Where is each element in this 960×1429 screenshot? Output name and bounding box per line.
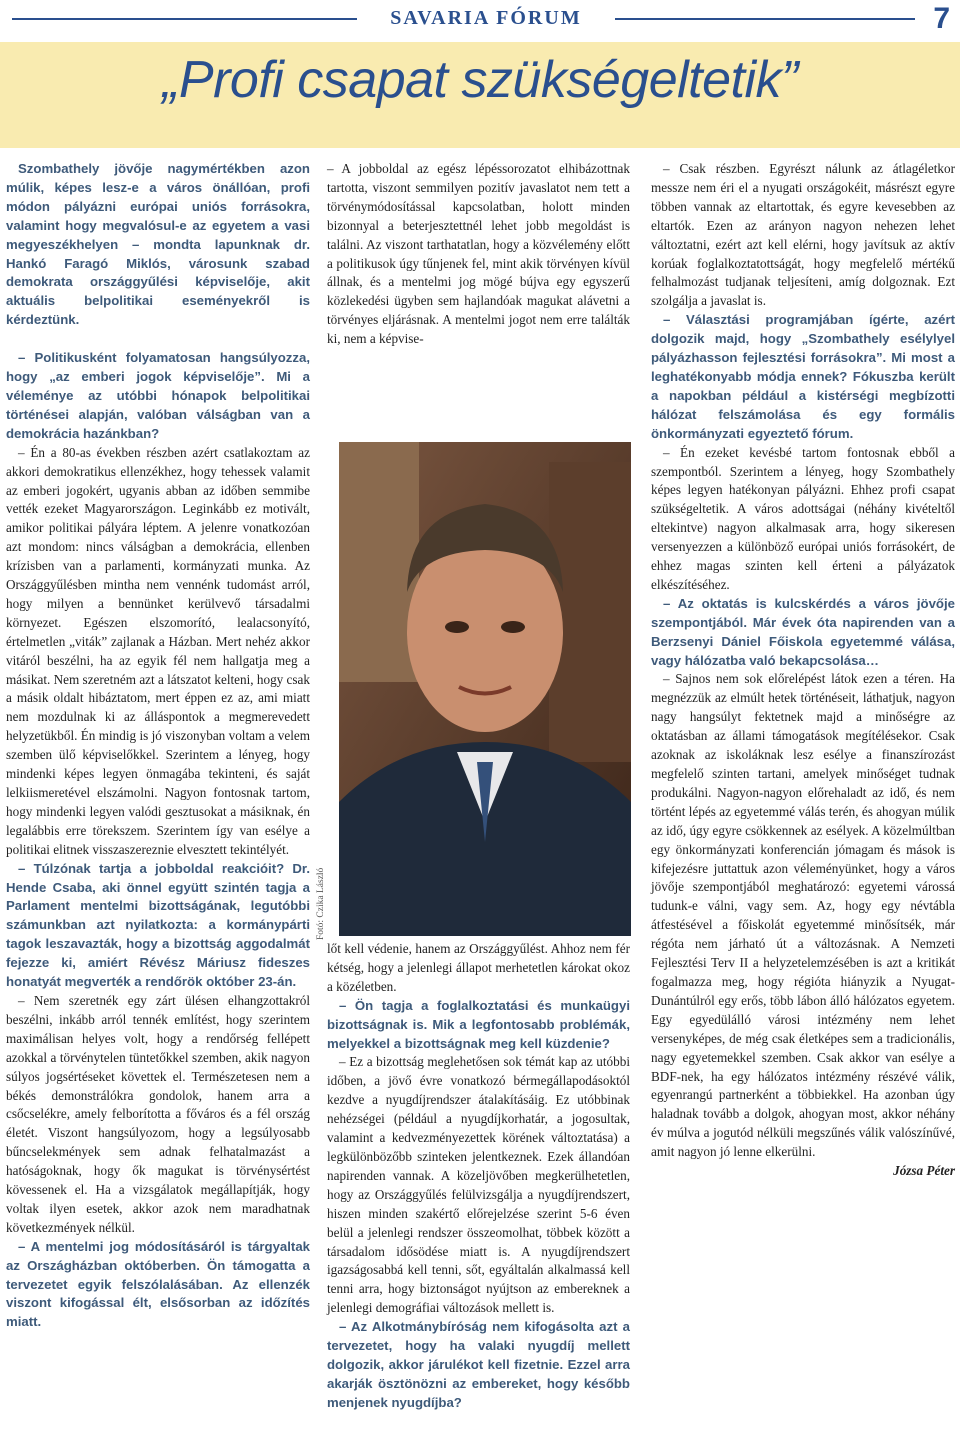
column-2-top xyxy=(327,160,630,349)
question-4: – Ön tagja a foglalkoztatási és munkaügyi bizottságnak is. Mik a legfontosabb problémák, melyekkel a bizottságnak meg kell küzdenie? xyxy=(327,997,630,1051)
publication-name: SAVARIA FÓRUM xyxy=(390,7,582,29)
photo-credit: Fotó: Czika László xyxy=(316,867,326,940)
answer-3-continued: lőt kell védenie, hanem az Országgyűlést. Ahhoz nem fér kétség, hogy a jelenlegi állapot merhetetlen károkat okoz a közéletben. xyxy=(327,941,630,994)
header-rule-left xyxy=(12,18,357,20)
answer-5: – Csak részben. Egyrészt nálunk az átlagéletkor messze nem éri el a nyugati országokéit, másrészt egyre többen vannak az eltartottak, és egyre kevesebben az eltartók. Ezen az arányon nagyon nehezen lehet változtatni, ezért azt kell elérni, hogy javítsuk az aktív korúak foglalkoztatottságát, hogy megfelelő mértékű felhalmozást tudjanak teljesíteni, amíg dolgoznak. Ezt szolgálja a javaslat is. xyxy=(651,161,955,309)
question-2: – Túlzónak tartja a jobboldal reakcióit? Dr. Hende Csaba, aki önnel együtt szintén tagja a Parlament mentelmi bizottságának, legutóbbi számunkban azt nyilatkozta: a kormánypárti tagok leszavazták, hogy a bizottság aggodalmát fejezze ki, amiért Révész Máriusz fideszes honatyát megverték a rendőrök október 23-án. xyxy=(6,860,310,990)
answer-2: – Nem szeretnék egy zárt ülésen elhangzottakról beszélni, inkább arról tennék említést, hogy szerintem maximálisan helyes volt, hogy a rendőrség fellépett azokkal a törvénytelen tüntetőkkel szemben, akik nagyon súlyos jogsértéseket követtek el. Természetesen nem a békés demonstrálókra gondolok, hanem arra a csőcselékre, amely felborította a főváros és a fél ország életét. Viszont hangsúlyozom, hogy a legsúlyosabb bűncselekmények sem adnak felhatalmazást a hatóságoknak, hogy ők magukat is törvénysértést kövessenek el. Ha a vizsgálatok megállapítják, hogy voltak ilyen esetek, akkor azok nem maradhatnak következmények nélkül. xyxy=(6,992,310,1235)
header-rule-right xyxy=(615,18,915,20)
answer-3: – A jobboldal az egész lépéssorozatot elhibázottnak tartotta, viszont semmilyen pozitív javaslatot nem tett a törvénymódosítással kapcsolatban, holott minden bizonnyal a beterjesztettnél lehet jobb megoldást is találni. Az viszont tarthatatlan, hogy a közvélemény előtt a politikusok úgy tűnjenek fel, mint akik törvényen kívül állnak, és a mentelmi jog mögé bújva egy egyszerű közlekedési ügyben sem hajlandóak magukat alávetni a törvényes eljárásnak. A mentelmi jogot nem erre találták ki, nem a képvise- xyxy=(327,161,630,347)
portrait-illustration xyxy=(339,442,631,936)
answer-7: – Sajnos nem sok előrelépést látok ezen a téren. Ha megnézzük az elmúlt hetek történéseit, láthatjuk, nagyon nagy hangsúlyt fektetnek majd a minőségre az oktatásban az állami támogatások megítélésekor. Csak azoknak az iskoláknak lesz esélye a finanszírozást megfelelő szinten tartani, amelyek minőséget tudnak produkálni. Nagyon-nagyon előrehaladt az idő, és nem történt lépés az egyetemmé válás terén, és ahogyan múlik az idő, úgy egyre csökkennek az esélyek. A közelmúltban egy önkormányzati konferencián jómagam és mások is kifejezésre juttattuk azon véleményünket, hogy a város jövője szempontjából meghatározó: egyetemi várossá tudunk-e válni, vagy sem. Az, hogy egy névtábla átfestésével a főiskolát egyetemmé minősítsék, már régóta nem járható út a változásnak. A Nemzeti Fejlesztési Terv II a helyzetelemzésében is azt a kritikát fogalmazza meg, hogy régióta hiányzik a Nyugat-Dunántúlról egy erős, több lábon álló hálózatos egyetem. Egy egyedülálló városi intézmény nem lehet versenyképes, de még csak életképes sem a tradicionális, nagy egyetemekkel szemben. Csak akkor van esélye a BDF-nek, ha egy hálózatos intézmény részévé válik, egyenrangú partnerként a többiekkel. Ha azonban úgy haladnak tovább a dolgok, ahogyan most, akkor néhány év múlva a jogutód nélküli megszűnés válik valószínűvé, amit nagyon jó lenne elkerülni. xyxy=(651,671,955,1160)
portrait-photo xyxy=(339,442,631,936)
author-signature: Józsa Péter xyxy=(893,1163,955,1179)
question-6: – Választási programjában ígérte, azért dolgozik majd, hogy „Szombathely esélylyel pályázhasson fejlesztési forrásokra”. Mi most a leghatékonyabb módja ennek? Fókuszba került a napokban például a kistérségi megbízotti hálózat felszámolása és egy formális önkormányzati egyeztető fórum. xyxy=(651,312,955,441)
article-title: „Profi csapat szükségeltetik” xyxy=(162,51,798,109)
column-3 xyxy=(651,160,955,1181)
question-7: – Az oktatás is kulcskérdés a város jövője szempontjából. Már évek óta napirenden van a Berzsenyi Dániel Főiskola egyetemmé válása, vagy hálózatba való bekapcsolása… xyxy=(651,595,955,668)
article-lead: Szombathely jövője nagymértékben azon múlik, képes lesz-e a város önállóan, profi módon pályázni európai uniós forrásokra, valamint hogy megvalósul-e az egyetem a vasi megyeszékhelyen – mondta lapunknak dr. Hankó Faragó Miklós, városunk szabad demokrata országgyűlési képviselője, akit aktuális belpolitikai eseményekről is kérdeztünk. xyxy=(6,161,310,328)
column-1 xyxy=(6,160,310,1332)
answer-1: – Én a 80-as években részben azért csatlakoztam az akkori demokratikus ellenzékhez, hogy tehessek valamit az emberi jogokért, ugyanis abban az időben semmibe vették ezeket Magyarországon. Leginkább ez motivált, amikor politikai pályára léptem. A jelenre vonatkozóan azt mondom: nincs válságban a demokrácia, ellenben krízisben van a parlamenti, kormányzati munka. Az Országgyűlésben mintha nem vennénk tudomást arról, hogy milyen a bennünket kerülvevő társadalmi környezet. Egészen elszomorító, lealacsonyító, értelmetlen „viták” zajlanak a Házban. Mert nehéz akkor vitáról beszélni, ha az egyik fél nem hallgatja meg a másikat. Nem szeretném azt a látszatot kelteni, hogy csak a másik oldalt hibáztatom, mert éppen ez az, ami miatt nem mozdulnak ki az álláspontok a megmerevedett helyzetükből. Én mindig is jó viszonyban voltam a velem szemben ülő képviselőkkel. Szerintem a lényeg, hogy mindenki képes legyen önmagába tekinteni, és saját lelkiismeretével elszámolni. Nagyon fontosnak tartom, hogy mindenki legyen valódi gesztusokat a másiknak, én legalábbis erre törekszem. Szerintem így van esélye a politikai elitnek visszaszereznie elvesztett tekintélyét. xyxy=(6,444,310,857)
column-2-bottom xyxy=(327,940,630,1413)
answer-6: – Én ezeket kevésbé tartom fontosnak ebből a szempontból. Szerintem a lényeg, hogy Szombathely képes legyen hatékonyan pályázni. Ehhez profi csapat szükségeltetik. A város adottságai (néhány kivételtől eltekintve) nagyon alkalmasak arra, hogy sikeresen versenyezzen a különböző európai uniós forrásokért, de ehhez magas szinten kell érteni a pályázatok elkészítéséhez. xyxy=(651,444,955,592)
question-1: – Politikusként folyamatosan hangsúlyozza, hogy „az emberi jogok képviselője”. Mi a véleménye az utóbbi hónapok belpolitikai történései alapján, valóban válságban van a demokrácia hazánkban? xyxy=(6,350,310,441)
question-3: – A mentelmi jog módosításáról is tárgyaltak az Országházban októberben. Ön támogatta a tervezetet egyik felszólalásában. Az ellenzék viszont kifogással élt, elsősorban az időzítés miatt. xyxy=(6,1238,310,1330)
answer-4: – Ez a bizottság meglehetősen sok témát kap az utóbbi időben, a jövő évre vonatkozó bérmegállapodásoktól kezdve a nyugdíjrendszer átalakításáig. Ez utóbbinak nehézségei (például a nyugdíjkorhatár, a jogosultak, valamint a kedvezményezettek körének változtatása) a legkülönbözőbb szinteken jelentkeznek. Ezek állandóan napirenden vannak. A közeljövőben megkerülhetetlen, hogy az Országgyűlés felülvizsgálja a nyugdíjrendszert, hiszen minden szakértő előrejelzése szerint 5-6 éven belül a jelenlegi rendszer összeomolhat, többek között a társadalom idősödése miatt is. A nyugdíjrendszert igazságosabbá kell tenni, sőt, egyáltalán alkalmassá kell tenni arra, hogy biztonságot nyújtson az embereknek a jelenlegi demográfiai változások mellett is. xyxy=(327,1054,630,1316)
page-number: 7 xyxy=(933,2,950,35)
question-5: – Az Alkotmánybíróság nem kifogásolta azt a tervezetet, hogy ha valaki nyugdíj mellett dolgozik, akkor járulékot kell fizetnie. Ezzel arra akarják ösztönözni az embereket, hogy később menjenek nyugdíjba? xyxy=(327,1319,630,1410)
